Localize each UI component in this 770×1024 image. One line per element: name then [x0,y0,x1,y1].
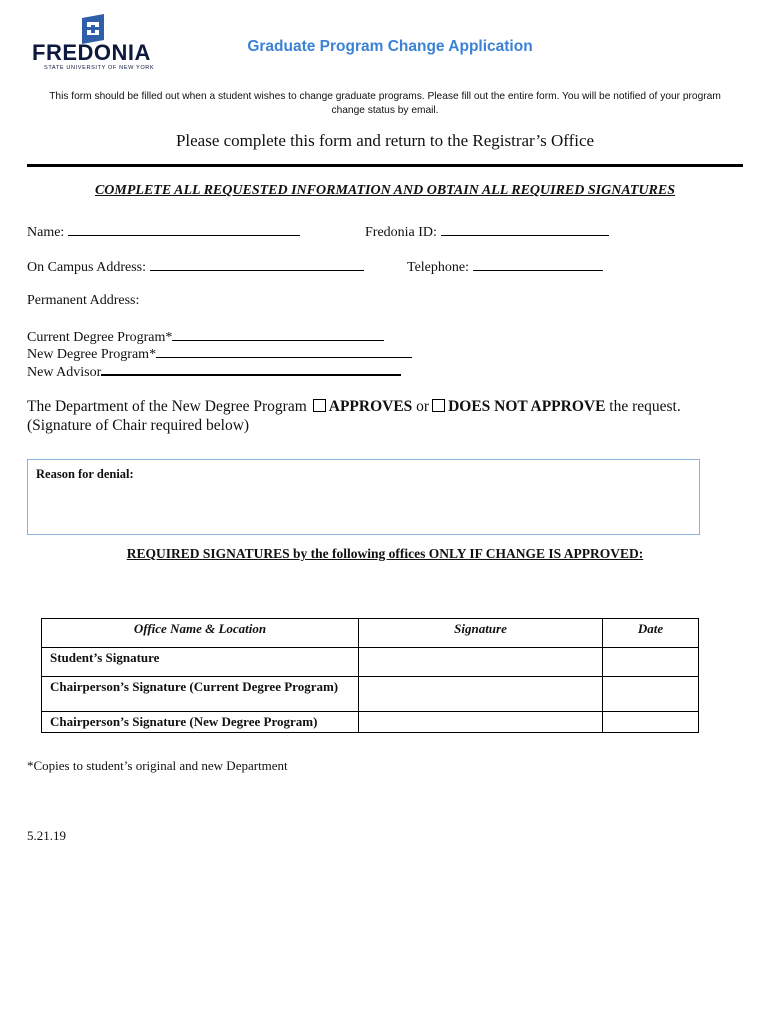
fredonia-id-line[interactable] [441,223,609,236]
campus-address-field[interactable] [27,258,364,276]
office-cell: Chairperson’s Signature (New Degree Program) [42,712,359,733]
new-program-label: New Degree Program* [27,347,157,362]
permanent-address-field[interactable] [27,293,139,309]
date-cell[interactable] [603,677,699,712]
current-program-label: Current Degree Program* [27,330,173,345]
new-program-field[interactable] [27,345,412,363]
divider-rule [27,164,743,167]
name-line[interactable] [68,223,300,236]
date-cell[interactable] [603,712,699,733]
not-approve-label: DOES NOT APPROVE [448,398,606,415]
telephone-field[interactable] [407,258,603,276]
requirements-banner: COMPLETE ALL REQUESTED INFORMATION AND OBTAIN ALL REQUIRED SIGNATURES [94,183,676,198]
form-version-date: 5.21.19 [27,828,66,843]
approval-prefix: The Department of the New Degree Program [27,398,307,415]
office-header: Office Name & Location [42,619,359,648]
approval-note: (Signature of Chair required below) [27,417,250,434]
table-header-row [42,619,699,648]
telephone-label: Telephone: [407,260,469,275]
logo-wordmark: FREDONIA [32,40,151,65]
signature-cell[interactable] [359,677,603,712]
office-cell: Chairperson’s Signature (Current Degree Program) [42,677,359,712]
copies-note: *Copies to student’s original and new Department [27,758,288,773]
telephone-line[interactable] [473,258,603,271]
new-advisor-field[interactable] [27,362,401,381]
fredonia-logo [30,14,155,76]
denial-reason-label: Reason for denial: [36,467,134,481]
name-field[interactable] [27,223,300,241]
office-cell: Student’s Signature [42,648,359,677]
table-row [42,648,699,677]
logo-subtext: STATE UNIVERSITY OF NEW YORK [44,65,155,71]
permanent-address-label: Permanent Address: [27,293,140,308]
current-program-line[interactable] [172,328,384,341]
signature-table [41,618,699,733]
new-advisor-label: New Advisor [27,365,102,380]
date-cell[interactable] [603,648,699,677]
name-label: Name: [27,225,65,240]
approves-checkbox[interactable] [313,399,326,412]
campus-address-label: On Campus Address: [27,260,146,275]
table-row [42,712,699,733]
approves-label: APPROVES [328,398,413,415]
fredonia-id-label: Fredonia ID: [365,225,437,240]
approval-suffix: the request. [609,398,681,415]
date-header: Date [603,619,699,648]
fredonia-id-field[interactable] [365,223,609,241]
approval-or: or [416,398,430,415]
required-signatures-heading: REQUIRED SIGNATURES by the following offices ONLY IF CHANGE IS APPROVED: [126,546,644,561]
new-advisor-line[interactable] [101,362,401,376]
department-approval [27,397,681,435]
campus-address-line[interactable] [150,258,364,271]
not-approve-checkbox[interactable] [432,399,445,412]
signature-cell[interactable] [359,712,603,733]
signature-header: Signature [359,619,603,648]
form-title: Graduate Program Change Application [247,38,533,55]
current-program-field[interactable] [27,328,384,346]
denial-reason-box[interactable] [27,459,700,535]
signature-cell[interactable] [359,648,603,677]
return-instruction: Please complete this form and return to the Registrar’s Office [175,131,595,150]
new-program-line[interactable] [156,345,412,358]
table-row [42,677,699,712]
form-intro: This form should be filled out when a student wishes to change graduate programs. Please fill out the entire form. You will be notified of your program change status by email. [49,91,721,116]
